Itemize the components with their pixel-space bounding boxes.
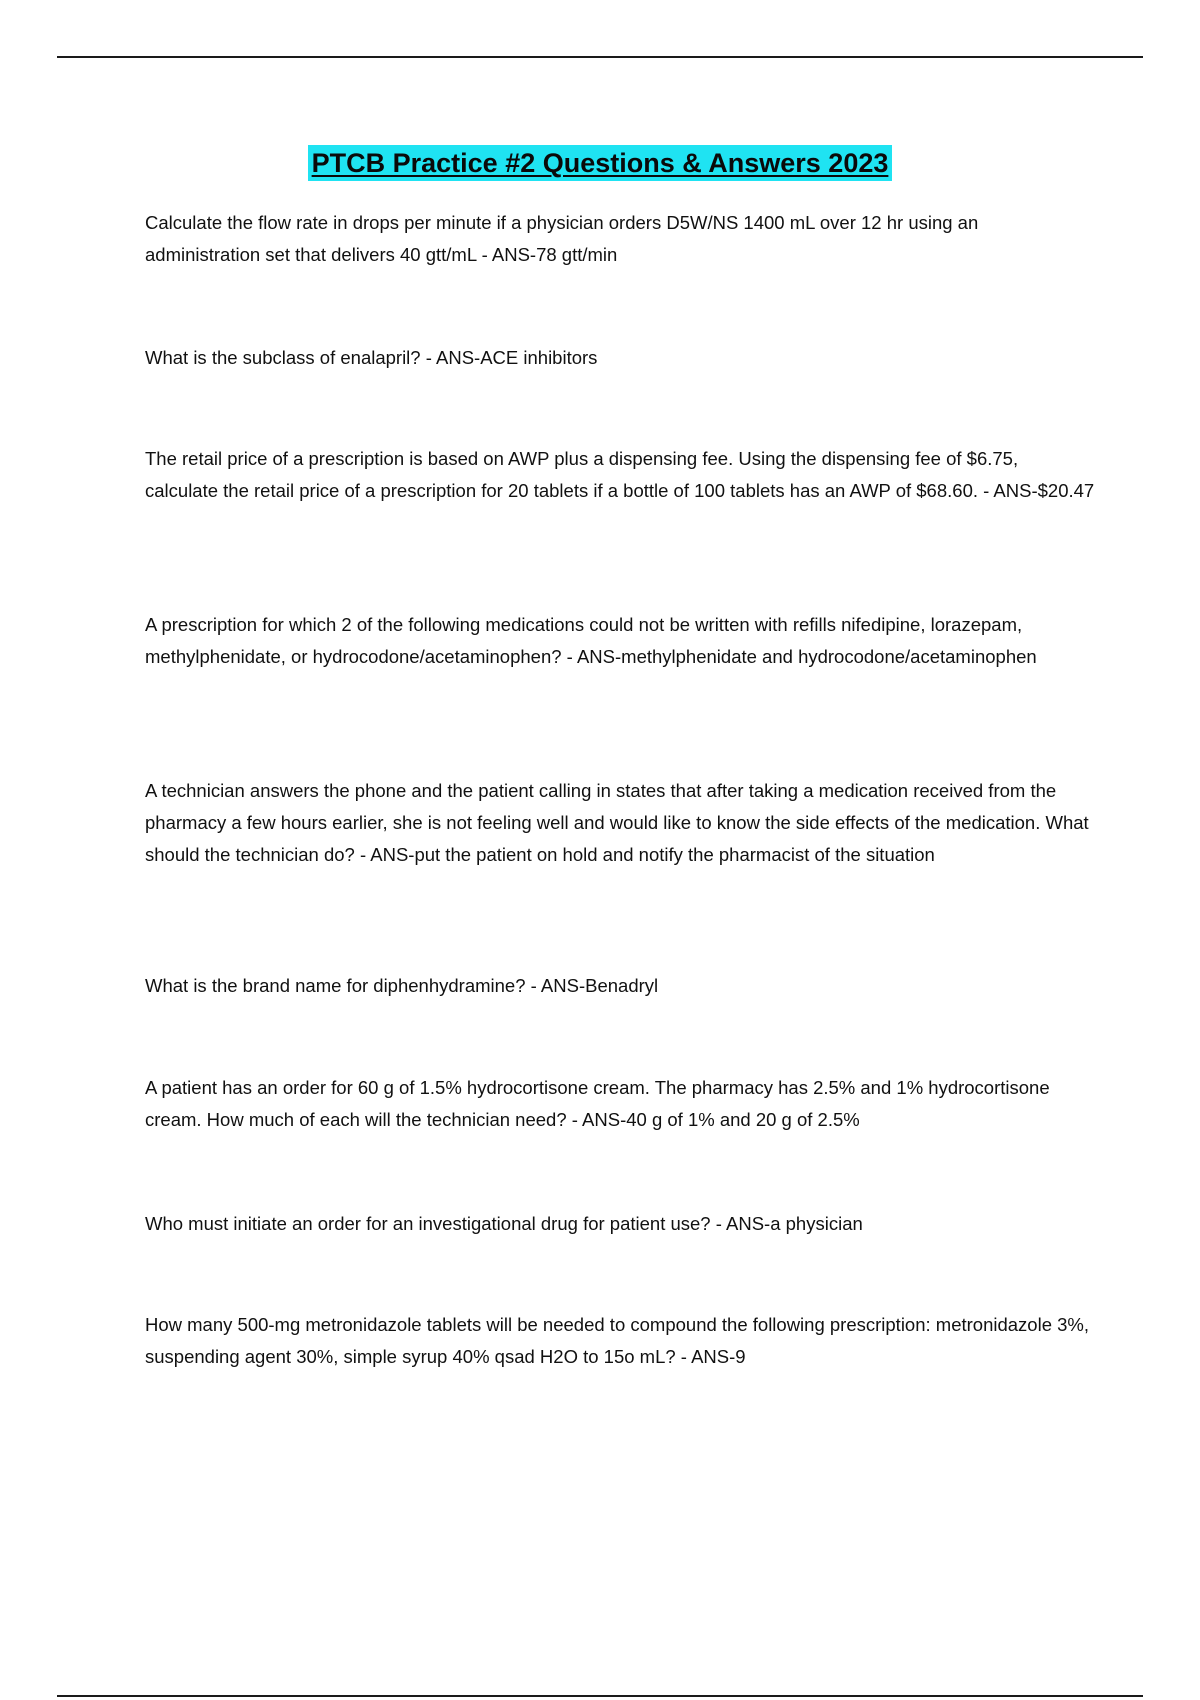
qa-item-3: The retail price of a prescription is based on AWP plus a dispensing fee. Using the dispensing fee of $6.75, calculate the retail price of a prescription for 20 tablets if a bottle of 100 tablets has an AWP of $68.60. - ANS-$20.47: [145, 448, 1095, 501]
qa-item-5: A technician answers the phone and the patient calling in states that after taking a medication received from the pharmacy a few hours earlier, she is not feeling well and would like to know the side effects of the medication. What should the technician do? - ANS-put the patient on hold and notify the pharmacist of the situation: [145, 780, 1089, 865]
qa-item-6: What is the brand name for diphenhydramine? - ANS-Benadryl: [145, 975, 659, 996]
document-title: PTCB Practice #2 Questions & Answers 2023: [308, 145, 893, 181]
title-block: [0, 145, 1200, 181]
qa-item-4: A prescription for which 2 of the following medications could not be written with refills nifedipine, lorazepam, methylphenidate, or hydrocodone/acetaminophen? - ANS-methylphenidate and hydrocodone/acetaminophen: [145, 614, 1037, 667]
qa-item-1: Calculate the flow rate in drops per minute if a physician orders D5W/NS 1400 mL over 12 hr using an administration set that delivers 40 gtt/mL - ANS-78 gtt/min: [145, 212, 979, 265]
qa-item-2: What is the subclass of enalapril? - ANS-ACE inhibitors: [145, 347, 598, 368]
qa-item-9: How many 500-mg metronidazole tablets will be needed to compound the following prescription: metronidazole 3%, suspending agent 30%, simple syrup 40% qsad H2O to 15o mL? - ANS-9: [145, 1314, 1090, 1367]
qa-item-7: A patient has an order for 60 g of 1.5% hydrocortisone cream. The pharmacy has 2.5% and 1% hydrocortisone cream. How much of each will the technician need? - ANS-40 g of 1% and 20 g of 2.5%: [145, 1077, 1050, 1130]
qa-item-8: Who must initiate an order for an investigational drug for patient use? - ANS-a physician: [145, 1213, 863, 1234]
top-rule: [57, 56, 1143, 58]
bottom-rule: [57, 1695, 1143, 1697]
